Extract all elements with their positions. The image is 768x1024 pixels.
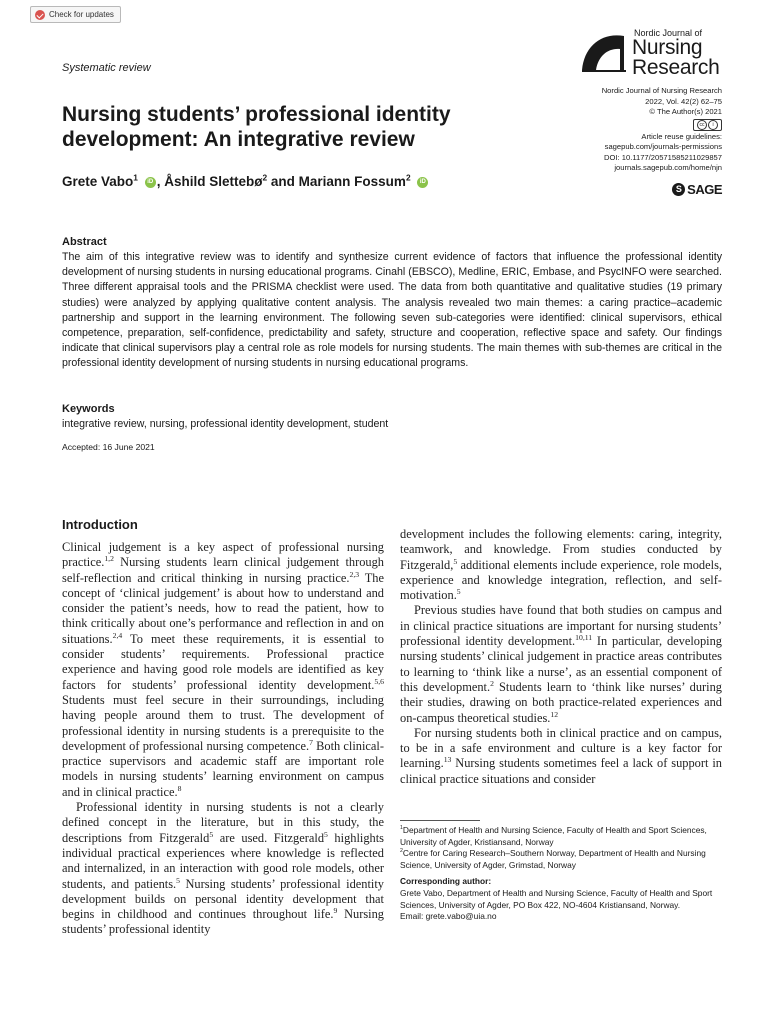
keywords-heading: Keywords <box>62 403 115 415</box>
sage-logo-icon: S <box>672 183 685 196</box>
author-name: Åshild Slettebø <box>164 174 263 189</box>
footnotes <box>400 825 730 923</box>
journal-name: Nordic Journal of Nursing Research <box>601 86 722 95</box>
author-affiliation: 2 <box>262 172 268 183</box>
author-affiliation: 1 <box>133 172 138 183</box>
body-paragraph: Professional identity in nursing students is not a clearly defined concept in the literature, but in this study, the descriptions from Fitzgerald$^5$ are used. Fitzgerald$^5$ highlights individual practical experiences where knowledge is reflected and internalized, in an interaction with good role models, other students, and patients.$^5$ Nursing students’ professional identity development builds on personal identity development that begins in childhood and continues throughout life.$^9$ Nursing students’ professional identity <box>62 800 385 937</box>
body-column-left <box>62 540 384 938</box>
article-metadata <box>502 86 722 174</box>
citation-ref[interactable]: 12 <box>550 709 559 719</box>
check-for-updates-button[interactable] <box>30 6 121 23</box>
citation-ref[interactable]: 7 <box>309 737 313 747</box>
reuse-link[interactable]: sagepub.com/journals-permissions <box>604 142 722 151</box>
author-name: Grete Vabo <box>62 174 134 189</box>
citation-ref[interactable]: 5 <box>456 587 461 597</box>
journal-home-link[interactable]: journals.sagepub.com/home/njn <box>614 163 722 172</box>
citation-ref[interactable]: 9 <box>333 906 338 915</box>
author-affiliation: 2 <box>405 172 411 183</box>
journal-logo-line1: Nordic Journal of <box>634 28 703 38</box>
citation-ref[interactable]: 13 <box>443 755 452 765</box>
author-list <box>62 174 429 189</box>
orcid-icon[interactable]: iD <box>417 177 428 188</box>
affiliation-1: $^1$Department of Health and Nursing Science, Faculty of Health and Sport Sciences, University of Agder, Kristiansand, Norway <box>400 825 707 847</box>
citation-ref[interactable]: 10,11 <box>575 632 593 642</box>
citation-ref[interactable]: 5 <box>176 875 180 885</box>
body-paragraph: development includes the following elements: caring, integrity, teamwork, and knowledge. From studies conducted by Fitzgerald,$^5$ additional elements include experience, role models, experience and knowledge integration, reflection, and self-motivation.$^5$ <box>400 527 722 603</box>
corresponding-author-email[interactable]: Email: grete.vabo@uia.no <box>400 911 497 922</box>
citation-ref[interactable]: 5 <box>453 556 458 566</box>
corresponding-author-text: Grete Vabo, Department of Health and Nursing Science, Faculty of Health and Sport Sciences, University of Agder, PO Box 422, NO-4604 Kristiansand, Norway. <box>400 887 713 910</box>
body-column-right <box>400 527 722 787</box>
body-paragraph: Clinical judgement is a key aspect of professional nursing practice.$^{1,2}$ Nursing students learn clinical judgement through self-reflection and critical thinking in nursing practice.$^{2,3}$ The concept of ‘clinical judgement’ is about how to understand and consider the patient’s needs, how to read the patient, how to think critically about one’s performance and reflection in and on situations.$^{2,4}$ To meet these requirements, it is essential to consider students’ requirements. Professional practice experience and having good role models are identified as key factors for students’ professional identity development.$^{5,6}$ Students must feel secure in their surroundings, including having people around them to trust. The development of professional identity in nursing students is a prerequisite to the development of professional nursing competence.$^7$ Both clinical-practice supervisors and academic staff are important role models in nursing students’ learning environment on campus and in clinical practice.$^8$ <box>62 540 384 799</box>
body-paragraph: For nursing students both in clinical practice and on campus, to be in a safe environment and culture is a key factor for learning.$^{13}$ Nursing students sometimes feel a lack of support in clinical practice situations and consider <box>400 725 722 786</box>
author-separator: , <box>156 174 165 189</box>
citation-ref[interactable]: 2,3 <box>349 569 360 579</box>
volume-info: 2022, Vol. 42(2) 62–75 <box>645 96 722 106</box>
journal-logo <box>582 26 732 80</box>
footnote-divider <box>400 820 480 821</box>
accepted-date: Accepted: 16 June 2021 <box>62 442 155 452</box>
abstract-heading: Abstract <box>62 236 107 248</box>
citation-ref[interactable]: 5,6 <box>374 676 384 686</box>
section-heading: Introduction <box>62 517 138 532</box>
doi-link[interactable]: DOI: 10.1177/20571585211029857 <box>604 152 722 162</box>
article-type-label: Systematic review <box>62 62 151 74</box>
citation-ref[interactable]: 5 <box>209 829 214 839</box>
body-paragraph: Previous studies have found that both studies on campus and in clinical practice situations are important for nursing students’ professional identity development.$^{10,11}$ In particular, developing nursing students’ clinical judgement in practice areas contributes to learning to ‘think like a nurse’, as an essential component of this development.$^2$ Students learn to ‘think like nurses’ during their studies, drawing on both practice-related experiences and on-campus theoretical studies.$^{12}$ <box>400 603 722 725</box>
journal-logo-icon <box>582 30 626 74</box>
citation-ref[interactable]: 8 <box>177 783 182 793</box>
journal-logo-line3: Research <box>632 56 720 79</box>
citation-ref[interactable]: 2 <box>490 678 494 688</box>
article-title: Nursing students’ professional identity development: An integrative review <box>62 103 451 151</box>
abstract-text: The aim of this integrative review was to identify and synthesize current evidence of factors that influence the professional identity development of nursing students in nursing educational programs. Cinahl (EBSCO), Medline, ERIC, Embase, and PsycINFO were searched. Three different appraisal tools and the PRISMA checklist were used. The data from both quantitative and qualitative studies (19 primary studies) were analyzed by applying qualitative content analysis. The analysis revealed two main themes: a caring practice–academic partnership and support in the learning environment. The following seven sub-categories were identified: clinical supervisors, ethical competence, preparation, self-confidence, predictability and safety, structure and cooperation, reflective space and safety. Our findings indicate that clinical supervisors play a central role as role models for nursing students. The main themes with sub-themes are critical in the professional identity development of nursing students in nursing educational programs. <box>62 251 722 370</box>
citation-ref[interactable]: 1,2 <box>104 554 114 564</box>
journal-logo-line2: Nursing <box>632 36 703 59</box>
publisher-name: SAGE <box>687 182 722 197</box>
orcid-icon[interactable]: iD <box>145 177 156 188</box>
author-name: Mariann Fossum <box>298 174 406 189</box>
affiliation-2: $^2$Centre for Caring Research–Southern Norway, Department of Health and Nursing Science, University of Agder, Grimstad, Norway <box>400 848 706 870</box>
author-separator: and <box>267 174 299 189</box>
copyright: © The Author(s) 2021 <box>649 107 722 116</box>
corresponding-author-heading: Corresponding author: <box>400 876 492 887</box>
citation-ref[interactable]: 2,4 <box>112 630 123 640</box>
citation-ref[interactable]: 5 <box>324 829 328 839</box>
reuse-label: Article reuse guidelines: <box>641 131 722 141</box>
keywords-text: integrative review, nursing, professional identity development, student <box>62 418 389 430</box>
check-icon <box>35 10 45 20</box>
cc-license-icon: cc i <box>693 119 722 131</box>
publisher-logo <box>672 182 722 197</box>
check-for-updates-label: Check for updates <box>49 10 114 19</box>
